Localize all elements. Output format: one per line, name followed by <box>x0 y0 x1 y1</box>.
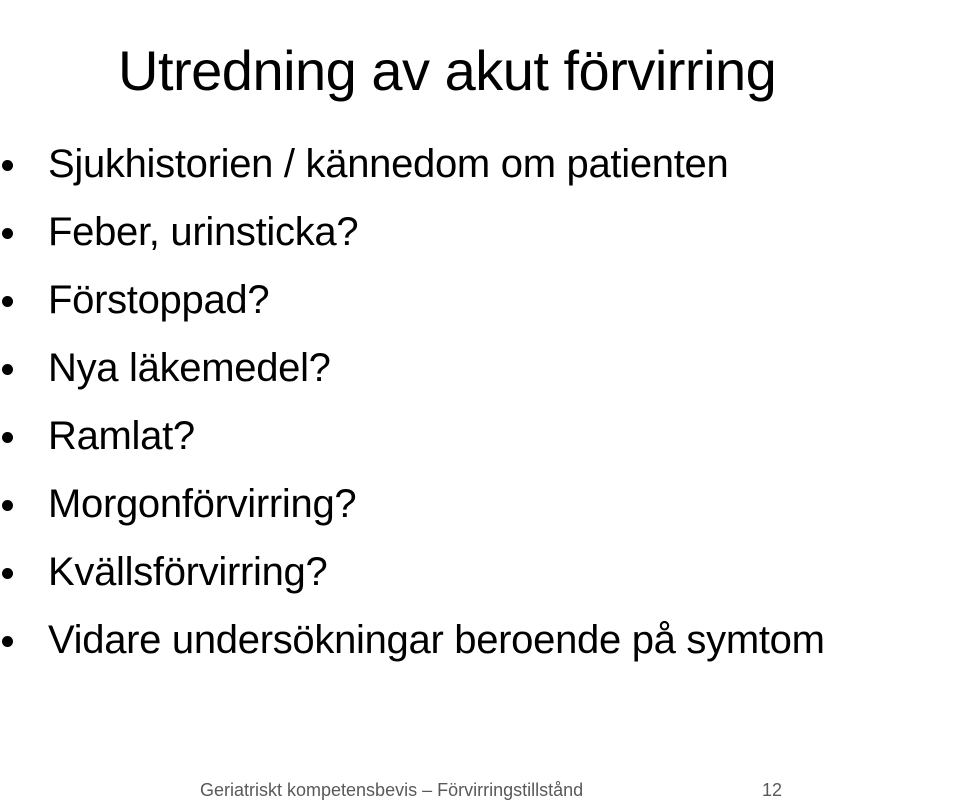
slide-footer <box>200 778 800 804</box>
bullet-dot <box>2 160 13 171</box>
bullet-dot <box>2 636 13 647</box>
bullet-item <box>0 476 940 544</box>
bullet-dot <box>2 500 13 511</box>
bullet-text: Morgonförvirring? <box>48 482 357 526</box>
bullet-dot <box>2 228 13 239</box>
bullet-item <box>0 408 940 476</box>
bullet-dot <box>2 432 13 443</box>
bullet-text: Förstoppad? <box>48 278 270 322</box>
bullet-item <box>0 340 940 408</box>
bullet-item <box>0 544 940 612</box>
bullet-item <box>0 204 940 272</box>
bullet-item <box>0 136 940 204</box>
bullet-item <box>0 612 940 680</box>
bullet-list <box>0 136 940 680</box>
bullet-text: Ramlat? <box>48 414 195 458</box>
bullet-dot <box>2 568 13 579</box>
page-number: 12 <box>762 780 783 800</box>
bullet-text: Vidare undersökningar beroende på symtom <box>48 618 825 662</box>
bullet-item <box>0 272 940 340</box>
slide-title: Utredning av akut förvirring <box>118 38 777 102</box>
bullet-text: Nya läkemedel? <box>48 346 331 390</box>
bullet-text: Kvällsförvirring? <box>48 550 328 594</box>
bullet-text: Sjukhistorien / kännedom om patienten <box>48 142 729 186</box>
footer-text: Geriatriskt kompetensbevis – Förvirringstillstånd <box>200 780 584 800</box>
bullet-text: Feber, urinsticka? <box>48 210 359 254</box>
bullet-dot <box>2 296 13 307</box>
bullet-dot <box>2 364 13 375</box>
